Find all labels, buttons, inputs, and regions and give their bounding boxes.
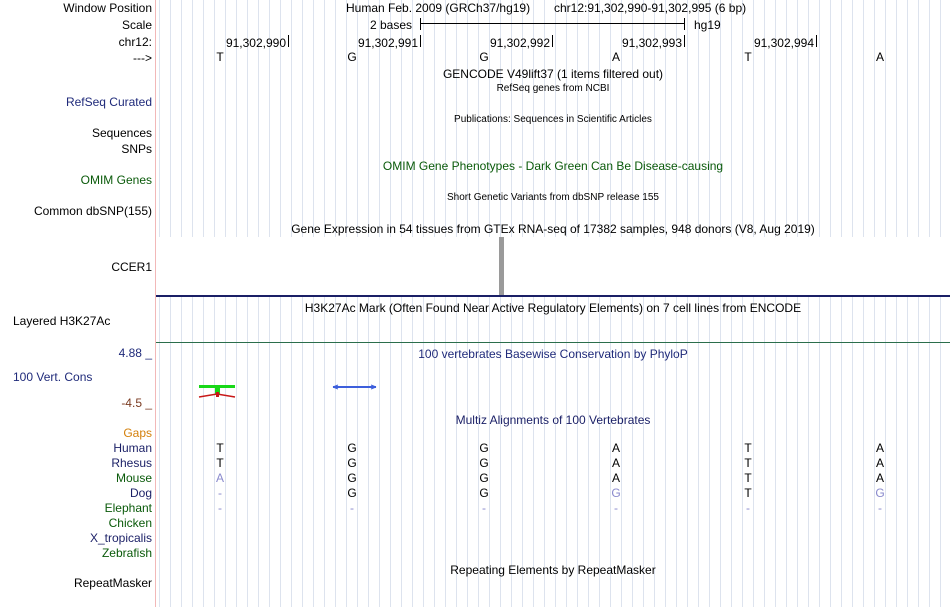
coord-label: 91,302,991 — [357, 36, 418, 50]
ruler-base: G — [347, 50, 357, 64]
alignment-base: A — [611, 456, 620, 470]
phylop-negative-mark — [216, 392, 219, 397]
track-label-gaps[interactable]: Gaps — [123, 426, 152, 440]
alignment-base: A — [215, 471, 224, 485]
track-label-h3k27ac[interactable]: Layered H3K27Ac — [13, 314, 111, 328]
coord-tick — [684, 35, 685, 47]
track-label-sequences[interactable]: Sequences — [91, 126, 152, 140]
coord-label: 91,302,993 — [621, 36, 682, 50]
alignment-base: T — [744, 441, 752, 455]
alignment-base: - — [218, 486, 222, 500]
alignment-base: - — [878, 501, 882, 515]
alignment-base: G — [347, 441, 357, 455]
alignment-base: T — [216, 441, 224, 455]
coord-tick — [288, 35, 289, 47]
alignment-base: G — [611, 486, 621, 500]
ruler-base: T — [744, 50, 752, 64]
track-label-vert-cons[interactable]: 100 Vert. Cons — [13, 370, 93, 384]
species-label-x-tropicalis[interactable]: X_tropicalis — [89, 531, 152, 545]
coord-tick — [816, 35, 817, 47]
gtex-baseline — [156, 295, 950, 297]
alignment-base: G — [347, 471, 357, 485]
position-title: chr12:91,302,990-91,302,995 (6 bp) — [554, 1, 747, 15]
track-label-omim[interactable]: OMIM Genes — [80, 173, 152, 187]
alignment-base: A — [611, 441, 620, 455]
alignment-base: - — [218, 501, 222, 515]
track-label-dbsnp[interactable]: Common dbSNP(155) — [33, 204, 152, 218]
alignment-base: G — [479, 441, 489, 455]
coord-label: 91,302,990 — [225, 36, 286, 50]
ruler-base: A — [875, 50, 884, 64]
alignment-base: - — [350, 501, 354, 515]
alignment-base: G — [347, 486, 357, 500]
coord-tick — [552, 35, 553, 47]
track-title-repeatmasker[interactable]: Repeating Elements by RepeatMasker — [450, 563, 656, 577]
alignment-base: A — [875, 471, 884, 485]
species-label-rhesus[interactable]: Rhesus — [111, 456, 152, 470]
alignment-base: G — [479, 456, 489, 470]
scale-bar-right-tick — [684, 18, 685, 30]
species-label-dog[interactable]: Dog — [129, 486, 152, 500]
track-title-gencode[interactable]: GENCODE V49lift37 (1 items filtered out) — [442, 67, 664, 81]
alignment-base: G — [347, 456, 357, 470]
ruler-base: T — [216, 50, 224, 64]
scale-text: 2 bases — [370, 18, 413, 32]
gtex-graph[interactable] — [156, 237, 950, 296]
phylop-max-label: 4.88 _ — [118, 346, 152, 360]
alignment-base: T — [744, 486, 752, 500]
alignment-base: A — [875, 456, 884, 470]
track-title-gtex[interactable]: Gene Expression in 54 tissues from GTEx RNA-seq of 17382 samples, 948 donors (V8, Aug 2019) — [291, 222, 815, 236]
track-title-omim[interactable]: OMIM Gene Phenotypes - Dark Green Can Be Disease-causing — [382, 159, 724, 173]
alignment-base: A — [875, 441, 884, 455]
species-label-human[interactable]: Human — [113, 441, 152, 455]
track-title-multiz[interactable]: Multiz Alignments of 100 Vertebrates — [455, 413, 651, 427]
track-title-publications[interactable]: Publications: Sequences in Scientific Articles — [454, 114, 652, 125]
alignment-base: T — [744, 456, 752, 470]
track-label-repeatmasker[interactable]: RepeatMasker — [73, 576, 152, 590]
track-label-refseq[interactable]: RefSeq Curated — [65, 95, 152, 109]
phylop-plot[interactable] — [190, 380, 390, 404]
species-label-chicken[interactable]: Chicken — [108, 516, 152, 530]
gtex-expression-bar[interactable] — [499, 237, 504, 295]
track-label-snps[interactable]: SNPs — [121, 142, 152, 156]
track-title-refseq[interactable]: RefSeq genes from NCBI — [496, 83, 610, 94]
coord-label: 91,302,992 — [489, 36, 550, 50]
scale-bar — [421, 23, 684, 24]
track-title-dbsnp[interactable]: Short Genetic Variants from dbSNP release 155 — [447, 192, 659, 203]
assembly-title: Human Feb. 2009 (GRCh37/hg19) — [346, 1, 531, 15]
track-title-phylop[interactable]: 100 vertebrates Basewise Conservation by PhyloP — [418, 347, 688, 361]
species-label-zebrafish[interactable]: Zebrafish — [101, 546, 152, 560]
alignment-base: G — [875, 486, 885, 500]
alignment-base: - — [746, 501, 750, 515]
coord-label: 91,302,994 — [753, 36, 814, 50]
coord-tick — [420, 35, 421, 47]
alignment-base: - — [614, 501, 618, 515]
window-position-label: Window Position — [63, 1, 152, 15]
alignment-base: T — [216, 456, 224, 470]
track-label-ccer1[interactable]: CCER1 — [111, 260, 152, 274]
track-title-h3k27ac[interactable]: H3K27Ac Mark (Often Found Near Active Regulatory Elements) on 7 cell lines from ENCODE — [304, 301, 802, 315]
h3k27ac-baseline — [156, 342, 950, 343]
scale-db: hg19 — [694, 18, 721, 32]
chrom-label: chr12: — [118, 35, 152, 49]
alignment-base: G — [479, 486, 489, 500]
ruler-base: G — [479, 50, 489, 64]
alignment-base: G — [479, 471, 489, 485]
alignment-base: - — [482, 501, 486, 515]
scale-label: Scale — [121, 18, 152, 32]
alignment-base: T — [744, 471, 752, 485]
strand-label[interactable]: ---> — [133, 51, 152, 65]
scale-bar-left-tick — [420, 18, 421, 30]
ruler-base: A — [611, 50, 620, 64]
phylop-min-label: -4.5 _ — [121, 396, 152, 410]
species-label-elephant[interactable]: Elephant — [104, 501, 152, 515]
alignment-base: A — [611, 471, 620, 485]
species-label-mouse[interactable]: Mouse — [115, 471, 152, 485]
